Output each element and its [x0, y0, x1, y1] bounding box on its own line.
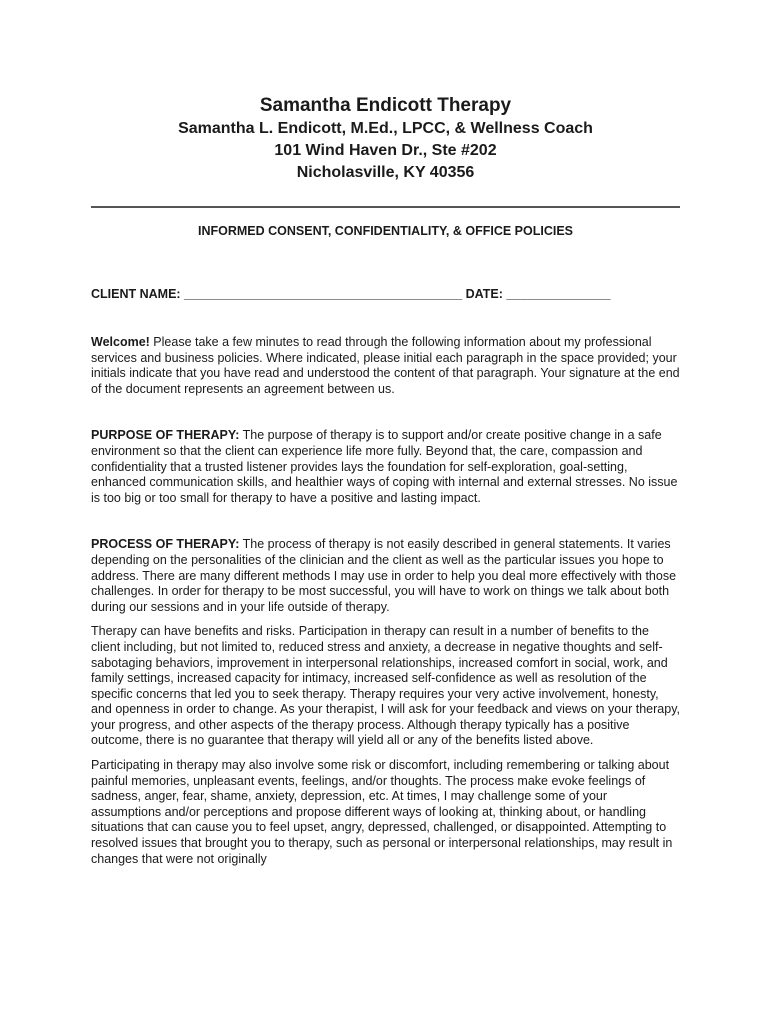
credentials: Samantha L. Endicott, M.Ed., LPCC, & Wellness Coach: [178, 120, 593, 137]
process-lead: PROCESS OF THERAPY:: [91, 537, 240, 552]
process-text: The process of therapy is not easily described in general statements. It varies depending on the personalities of the clinician and the client as well as the particular issues you hope to address. There are many different methods I may use in order to help you deal more effectively with those challenges. In order for therapy to be most successful, you will have to work on things we talk about both during our sessions and in your life outside of therapy.: [91, 537, 677, 614]
process-paragraph: [91, 537, 680, 615]
benefits-paragraph: Therapy can have benefits and risks. Participation in therapy can result in a number of benefits to the client including, but not limited to, reduced stress and anxiety, a decrease in negative thoughts and self-sabotaging behaviors, improvement in interpersonal relationships, increased comfort in social, work, and family settings, increased capacity for intimacy, increased self-confidence as well as resolution of the specific concerns that led you to seek therapy. Therapy requires your very active involvement, honesty, and openness in order to change. As your therapist, I will ask for your feedback and views on your therapy, your progress, and other aspects of the therapy process. Although therapy typically has a positive outcome, there is no guarantee that therapy will yield all or any of the benefits listed above.: [91, 624, 680, 748]
purpose-lead: PURPOSE OF THERAPY:: [91, 428, 240, 443]
risks-paragraph: Participating in therapy may also involve some risk or discomfort, including remembering or talking about painful memories, unpleasant events, feelings, and/or thoughts. The process make evoke feelings of sadness, anger, fear, shame, anxiety, depression, etc. At times, I may challenge some of your assumptions and/or perceptions and propose different ways of looking at, thinking about, or handling situations that can cause you to feel upset, angry, depressed, challenged, or disappointed. Attempting to resolved issues that brought you to therapy, such as personal or interpersonal relationships, may result in changes that were not originally: [91, 758, 673, 866]
address-line-1: 101 Wind Haven Dr., Ste #202: [274, 142, 497, 159]
letterhead: [91, 94, 680, 184]
purpose-text: The purpose of therapy is to support and/or create positive change in a safe environment so that the client can experience life more fully. Beyond that, the care, compassion and confidentiality that a trusted listener provides lays the foundation for self-exploration, goal-setting, enhanced communication skills, and healthier ways of coping with internal and external stresses. No issue is too big or too small for therapy to have a positive and lasting impact.: [91, 428, 678, 505]
address-line-2: Nicholasville, KY 40356: [296, 164, 475, 181]
welcome-lead: Welcome!: [91, 335, 150, 349]
welcome-text: Please take a few minutes to read through the following information about my professional services and business policies. Where indicated, please initial each paragraph in the space provided; your initials indicate that you have read and understood the content of that paragraph. Your signature at the end of the document represents an agreement between us.: [91, 335, 680, 396]
purpose-paragraph: [91, 428, 680, 506]
welcome-paragraph: [91, 335, 680, 397]
practice-name: Samantha Endicott Therapy: [259, 95, 512, 116]
client-name-date-line: CLIENT NAME: ________________________________________ DATE: _______________: [91, 287, 611, 301]
header-divider: [91, 206, 680, 208]
document-heading: INFORMED CONSENT, CONFIDENTIALITY, & OFFICE POLICIES: [197, 224, 573, 238]
document-page: [91, 94, 680, 867]
